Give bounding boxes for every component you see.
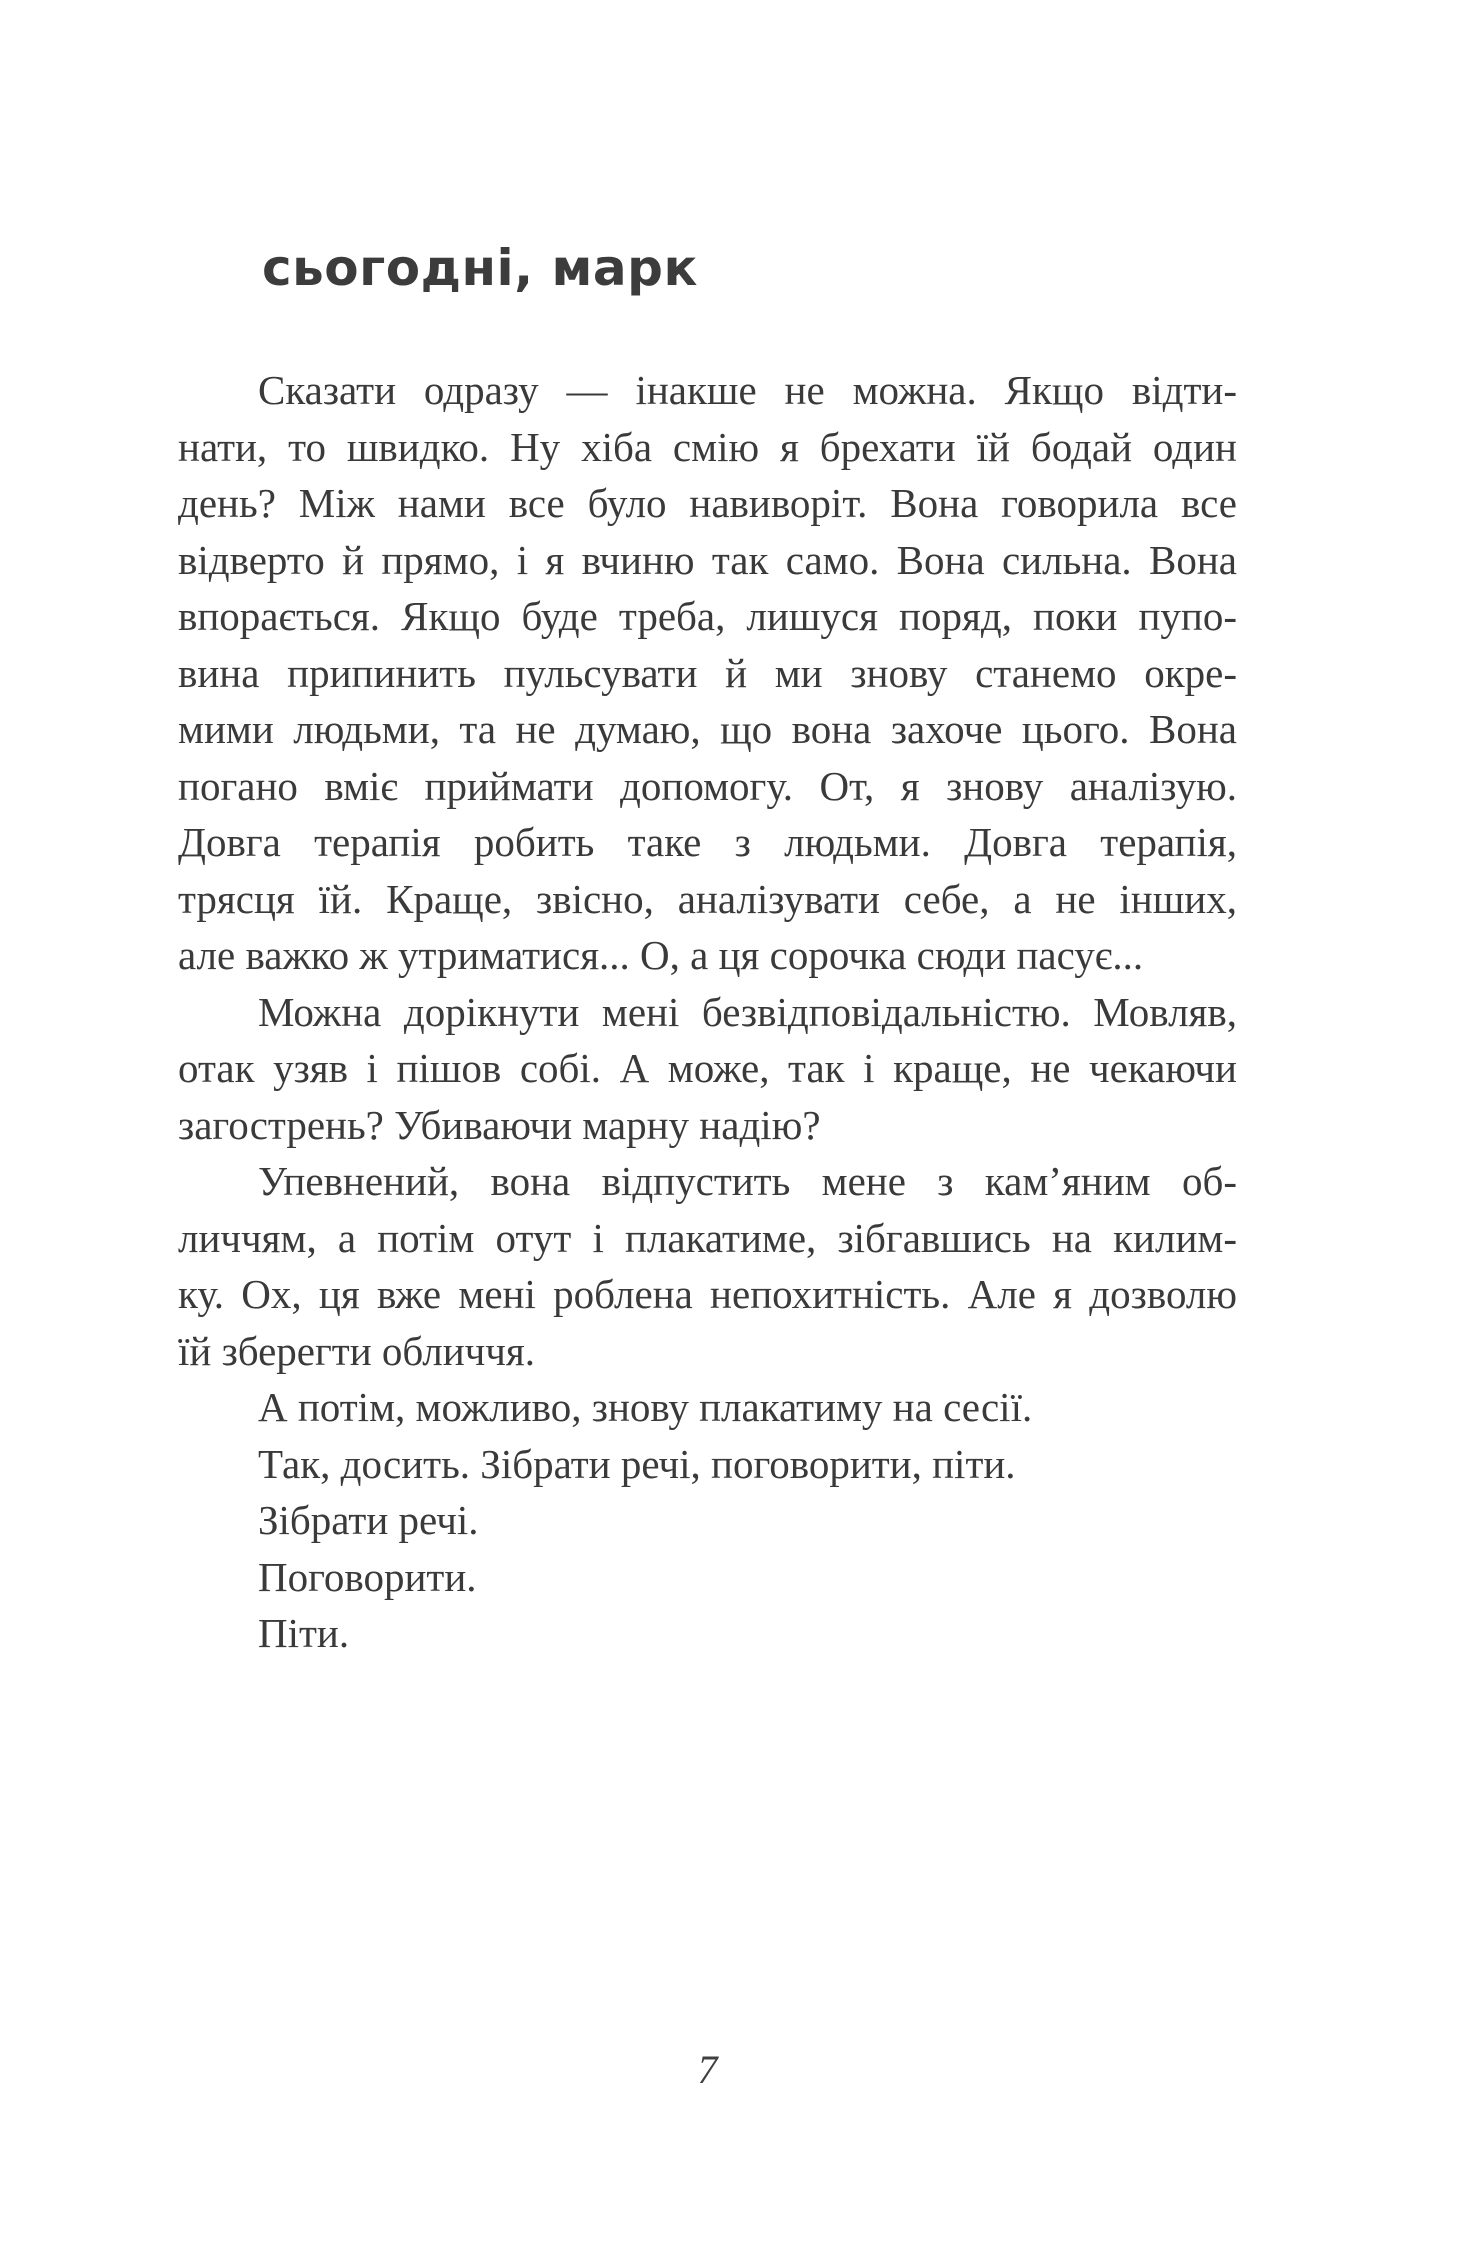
text-line: загострень? Убиваючи марну надію? — [178, 1101, 821, 1148]
text-line: Можна дорікнути мені безвідповідальністю. Мовляв, — [258, 988, 1237, 1035]
body-text — [178, 362, 1237, 1662]
text-line: день? Між нами все було навиворіт. Вона говорила все — [178, 480, 1237, 526]
text-line: Упевнений, вона відпустить мене з кам’яним об- — [258, 1158, 1237, 1204]
text-line: отак узяв і пішов собі. А може, так і краще, не чекаючи — [178, 1045, 1237, 1091]
text-line: Піти. — [258, 1610, 350, 1656]
text-line: але важко ж утриматися... О, а ця сорочка сюди пасує... — [178, 932, 1144, 978]
text-line: Поговорити. — [258, 1553, 477, 1600]
text-line: мими людьми, та не думаю, що вона захоче цього. Вона — [178, 706, 1237, 752]
chapter-heading: сьогодні, марк — [262, 239, 698, 297]
text-line: вина припинить пульсувати й ми знову станемо окре- — [178, 649, 1237, 696]
text-line: личчям, а потім отут і плакатиме, зібгавшись на килим- — [178, 1214, 1237, 1261]
text-line: погано вміє приймати допомогу. От, я знову аналізую. — [178, 762, 1237, 809]
text-line: А потім, можливо, знову плакатиму на сесії. — [258, 1384, 1033, 1430]
text-line: впорається. Якщо буде треба, лишуся поряд, поки пупо- — [178, 593, 1237, 639]
page-number: 7 — [697, 2047, 718, 2092]
text-line: трясця їй. Краще, звісно, аналізувати себе, а не інших, — [178, 875, 1237, 922]
text-line: Так, досить. Зібрати речі, поговорити, піти. — [258, 1440, 1016, 1487]
text-line: відверто й прямо, і я вчиню так само. Вона сильна. Вона — [178, 536, 1237, 583]
text-line: нати, то швидко. Ну хіба смію я брехати їй бодай один — [178, 423, 1237, 470]
text-line: Сказати одразу — інакше не можна. Якщо відти- — [258, 367, 1237, 413]
text-line: Довга терапія робить таке з людьми. Довга терапія, — [178, 819, 1237, 865]
text-line: їй зберегти обличчя. — [178, 1327, 536, 1374]
text-line: ку. Ох, ця вже мені роблена непохитність. Але я дозволю — [178, 1271, 1237, 1317]
text-line: Зібрати речі. — [258, 1497, 479, 1543]
